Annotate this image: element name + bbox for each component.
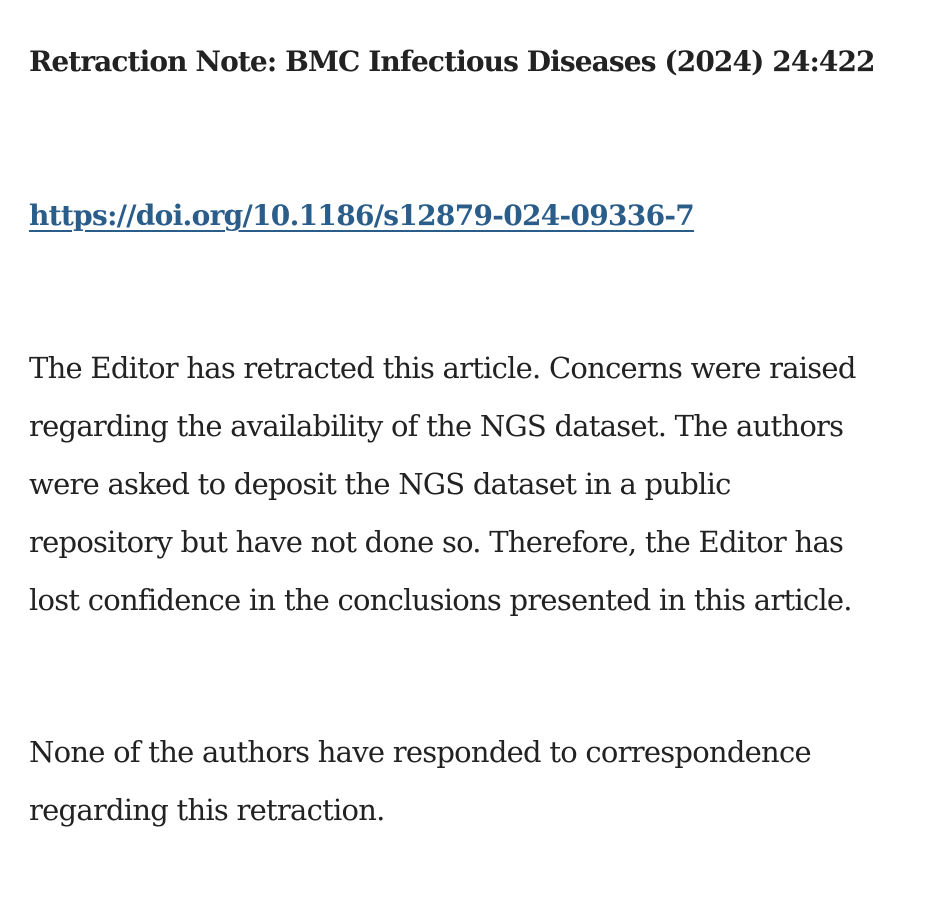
paragraph-line: were asked to deposit the NGS dataset in a public: [29, 467, 731, 501]
paragraph-line: regarding the availability of the NGS dataset. The authors: [29, 409, 844, 443]
paragraph-line: The Editor has retracted this article. Concerns were raised: [29, 351, 856, 385]
paragraph-line: lost confidence in the conclusions presented in this article.: [29, 583, 852, 617]
author-response-paragraph: [29, 723, 811, 839]
retraction-title: Retraction Note: BMC Infectious Diseases (2024) 24:422: [29, 45, 875, 78]
paragraph-line: regarding this retraction.: [29, 793, 385, 827]
paragraph-line: repository but have not done so. Therefore, the Editor has: [29, 525, 844, 559]
doi-paragraph: [29, 194, 694, 238]
doi-link[interactable]: https://doi.org/10.1186/s12879-024-09336-7: [29, 199, 695, 232]
paragraph-line: None of the authors have responded to correspondence: [29, 735, 811, 769]
retraction-reason-paragraph: [29, 339, 856, 629]
